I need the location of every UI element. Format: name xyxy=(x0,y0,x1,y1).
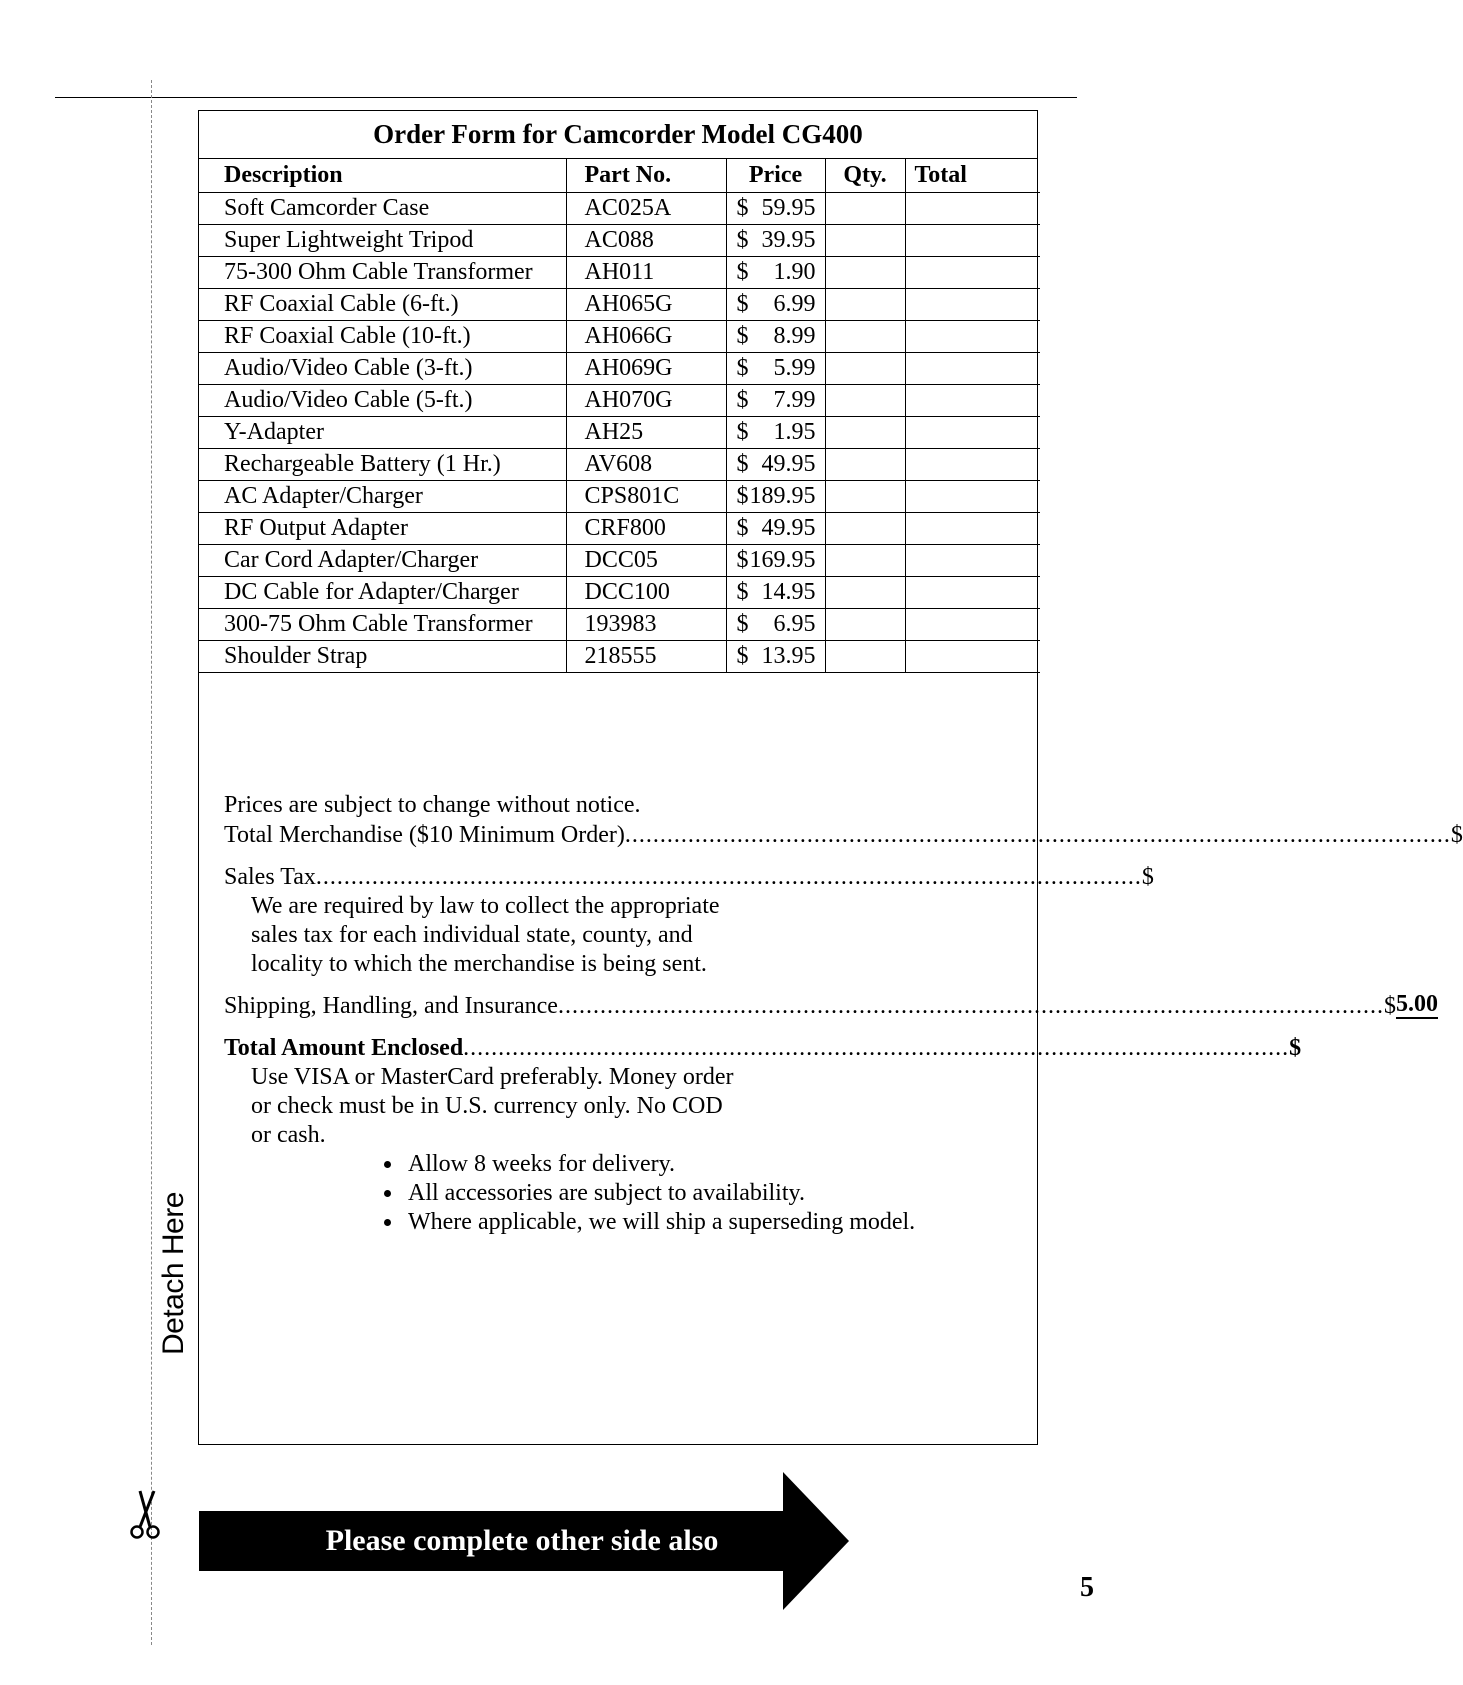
total-enclosed-label: Total Amount Enclosed xyxy=(224,1035,464,1061)
price-currency: $ xyxy=(736,642,749,669)
price-currency: $ xyxy=(736,386,749,413)
item-description: RF Coaxial Cable (10-ft.) xyxy=(198,320,566,352)
item-description: 75-300 Ohm Cable Transformer xyxy=(198,256,566,288)
item-part-no: 193983 xyxy=(566,608,726,640)
item-description: Soft Camcorder Case xyxy=(198,192,566,224)
item-qty-field[interactable] xyxy=(825,320,905,352)
item-total-field[interactable] xyxy=(905,256,1040,288)
price-currency: $ xyxy=(736,322,749,349)
item-price xyxy=(726,288,825,320)
price-currency: $ xyxy=(736,610,749,637)
merchandise-label: Total Merchandise ($10 Minimum Order) xyxy=(224,822,625,848)
item-qty-field[interactable] xyxy=(825,608,905,640)
item-part-no: AC025A xyxy=(566,192,726,224)
item-total-field[interactable] xyxy=(905,512,1040,544)
table-row xyxy=(198,512,1040,544)
price-amount: 6.99 xyxy=(773,290,816,317)
item-part-no: AH25 xyxy=(566,416,726,448)
price-currency: $ xyxy=(736,354,749,381)
item-part-no: AH070G xyxy=(566,384,726,416)
item-total-field[interactable] xyxy=(905,384,1040,416)
item-price xyxy=(726,192,825,224)
item-price xyxy=(726,480,825,512)
payment-note-line: or check must be in U.S. currency only. No COD xyxy=(251,1093,723,1119)
price-amount: 1.95 xyxy=(773,418,816,445)
dollar-sign: $ xyxy=(1383,993,1396,1019)
bullet-item: • Where applicable, we will ship a superseding model. xyxy=(404,1208,1024,1237)
table-row xyxy=(198,480,1040,512)
tax-note-line: locality to which the merchandise is being sent. xyxy=(251,951,707,977)
dollar-sign: $ xyxy=(1450,822,1463,848)
delivery-bullets xyxy=(224,1150,1024,1237)
item-total-field[interactable] xyxy=(905,608,1040,640)
price-amount: 7.99 xyxy=(773,386,816,413)
shipping-line xyxy=(224,991,1438,1021)
item-total-field[interactable] xyxy=(905,480,1040,512)
shipping-amount: 5.00 xyxy=(1395,991,1438,1017)
payment-note-line: or cash. xyxy=(251,1122,326,1148)
column-description: Description xyxy=(198,159,566,192)
item-description: Audio/Video Cable (5-ft.) xyxy=(198,384,566,416)
leader-dots: ...................................................................................................................... xyxy=(557,993,1384,1019)
item-description: RF Output Adapter xyxy=(198,512,566,544)
price-amount: 13.95 xyxy=(761,642,816,669)
item-description: Shoulder Strap xyxy=(198,640,566,672)
item-price xyxy=(726,608,825,640)
item-price xyxy=(726,512,825,544)
leader-dots: ...................................................................................................................... xyxy=(463,1035,1290,1061)
table-row xyxy=(198,576,1040,608)
tax-note-line: sales tax for each individual state, county, and xyxy=(251,922,693,948)
leader-dots: ...................................................................................................................... xyxy=(315,864,1142,890)
order-notes xyxy=(224,791,1463,1237)
item-qty-field[interactable] xyxy=(825,544,905,576)
item-description: Y-Adapter xyxy=(198,416,566,448)
item-qty-field[interactable] xyxy=(825,224,905,256)
item-qty-field[interactable] xyxy=(825,416,905,448)
price-amount: 39.95 xyxy=(761,226,816,253)
item-description: Super Lightweight Tripod xyxy=(198,224,566,256)
table-row xyxy=(198,384,1040,416)
item-description: Car Cord Adapter/Charger xyxy=(198,544,566,576)
item-description: Audio/Video Cable (3-ft.) xyxy=(198,352,566,384)
table-row xyxy=(198,352,1040,384)
item-qty-field[interactable] xyxy=(825,288,905,320)
order-table xyxy=(198,159,1040,673)
item-total-field[interactable] xyxy=(905,352,1040,384)
item-price xyxy=(726,448,825,480)
top-rule xyxy=(55,97,1077,98)
item-total-field[interactable] xyxy=(905,544,1040,576)
price-amount: 5.99 xyxy=(773,354,816,381)
price-amount: 6.95 xyxy=(773,610,816,637)
order-form xyxy=(198,110,1463,1445)
column-total: Total xyxy=(905,159,1040,192)
table-row xyxy=(198,192,1040,224)
item-description: AC Adapter/Charger xyxy=(198,480,566,512)
item-part-no: AC088 xyxy=(566,224,726,256)
item-price xyxy=(726,416,825,448)
item-qty-field[interactable] xyxy=(825,512,905,544)
price-currency: $ xyxy=(736,226,749,253)
item-qty-field[interactable] xyxy=(825,640,905,672)
table-row xyxy=(198,224,1040,256)
tax-note xyxy=(224,892,1024,979)
price-amount: 59.95 xyxy=(761,194,816,221)
item-description: 300-75 Ohm Cable Transformer xyxy=(198,608,566,640)
item-description: RF Coaxial Cable (6-ft.) xyxy=(198,288,566,320)
column-part-no: Part No. xyxy=(566,159,726,192)
item-part-no: DCC05 xyxy=(566,544,726,576)
table-header-row xyxy=(198,159,1040,192)
item-total-field[interactable] xyxy=(905,416,1040,448)
item-price xyxy=(726,320,825,352)
price-amount: 169.95 xyxy=(749,546,816,573)
item-price xyxy=(726,640,825,672)
table-row xyxy=(198,544,1040,576)
price-currency: $ xyxy=(736,514,749,541)
item-price xyxy=(726,224,825,256)
item-part-no: AH066G xyxy=(566,320,726,352)
item-part-no: 218555 xyxy=(566,640,726,672)
table-row xyxy=(198,608,1040,640)
item-price xyxy=(726,384,825,416)
price-amount: 14.95 xyxy=(761,578,816,605)
dollar-sign: $ xyxy=(1289,1035,1302,1061)
table-row xyxy=(198,448,1040,480)
detach-label: Detach Here xyxy=(157,1192,190,1355)
item-qty-field[interactable] xyxy=(825,256,905,288)
payment-note xyxy=(224,1063,1024,1150)
item-part-no: AH065G xyxy=(566,288,726,320)
item-part-no: AV608 xyxy=(566,448,726,480)
table-row xyxy=(198,640,1040,672)
form-title: Order Form for Camcorder Model CG400 xyxy=(199,111,1037,159)
price-currency: $ xyxy=(736,290,749,317)
item-qty-field[interactable] xyxy=(825,384,905,416)
item-qty-field[interactable] xyxy=(825,448,905,480)
dollar-sign: $ xyxy=(1141,864,1154,890)
total-enclosed-line xyxy=(224,1033,1302,1063)
sales-tax-label: Sales Tax xyxy=(224,864,316,890)
price-currency: $ xyxy=(736,578,749,605)
bullet-item: • All accessories are subject to availability. xyxy=(404,1179,1024,1208)
price-currency: $ xyxy=(736,450,749,477)
scissors-icon xyxy=(128,1488,170,1540)
item-description: Rechargeable Battery (1 Hr.) xyxy=(198,448,566,480)
item-total-field[interactable] xyxy=(905,192,1040,224)
price-currency: $ xyxy=(736,194,749,221)
price-amount: 8.99 xyxy=(773,322,816,349)
item-part-no: DCC100 xyxy=(566,576,726,608)
leader-dots: ...................................................................................................................... xyxy=(624,822,1451,848)
item-qty-field[interactable] xyxy=(825,576,905,608)
item-total-field[interactable] xyxy=(905,640,1040,672)
price-currency: $ xyxy=(736,418,749,445)
item-description: DC Cable for Adapter/Charger xyxy=(198,576,566,608)
price-amount: 1.90 xyxy=(773,258,816,285)
item-qty-field[interactable] xyxy=(825,480,905,512)
order-items xyxy=(198,192,1040,672)
item-total-field[interactable] xyxy=(905,320,1040,352)
price-currency: $ xyxy=(736,546,749,573)
item-total-field[interactable] xyxy=(905,224,1040,256)
item-price xyxy=(726,576,825,608)
detach-dashed-line xyxy=(151,80,152,1645)
table-row xyxy=(198,416,1040,448)
item-part-no: AH069G xyxy=(566,352,726,384)
table-row xyxy=(198,288,1040,320)
item-price xyxy=(726,256,825,288)
item-price xyxy=(726,544,825,576)
tax-note-line: We are required by law to collect the appropriate xyxy=(251,893,720,919)
column-qty: Qty. xyxy=(825,159,905,192)
payment-note-line: Use VISA or MasterCard preferably. Money order xyxy=(251,1064,734,1090)
item-qty-field[interactable] xyxy=(825,192,905,224)
item-qty-field[interactable] xyxy=(825,352,905,384)
item-part-no: CPS801C xyxy=(566,480,726,512)
price-amount: 49.95 xyxy=(761,514,816,541)
column-price: Price xyxy=(726,159,825,192)
shipping-label: Shipping, Handling, and Insurance xyxy=(224,993,558,1019)
banner-text: Please complete other side also xyxy=(325,1524,719,1557)
table-row xyxy=(198,320,1040,352)
table-row xyxy=(198,256,1040,288)
price-currency: $ xyxy=(736,258,749,285)
price-amount: 189.95 xyxy=(749,482,816,509)
item-part-no: AH011 xyxy=(566,256,726,288)
merchandise-line xyxy=(224,820,1463,850)
item-total-field[interactable] xyxy=(905,448,1040,480)
bullet-item: • Allow 8 weeks for delivery. xyxy=(404,1150,1024,1179)
item-price xyxy=(726,352,825,384)
sales-tax-line xyxy=(224,862,1154,892)
price-amount: 49.95 xyxy=(761,450,816,477)
item-total-field[interactable] xyxy=(905,288,1040,320)
page-number: 5 xyxy=(1080,1572,1094,1603)
complete-other-side-banner xyxy=(199,1472,849,1610)
prices-notice: Prices are subject to change without notice. xyxy=(224,792,641,818)
price-currency: $ xyxy=(736,482,749,509)
item-total-field[interactable] xyxy=(905,576,1040,608)
item-part-no: CRF800 xyxy=(566,512,726,544)
